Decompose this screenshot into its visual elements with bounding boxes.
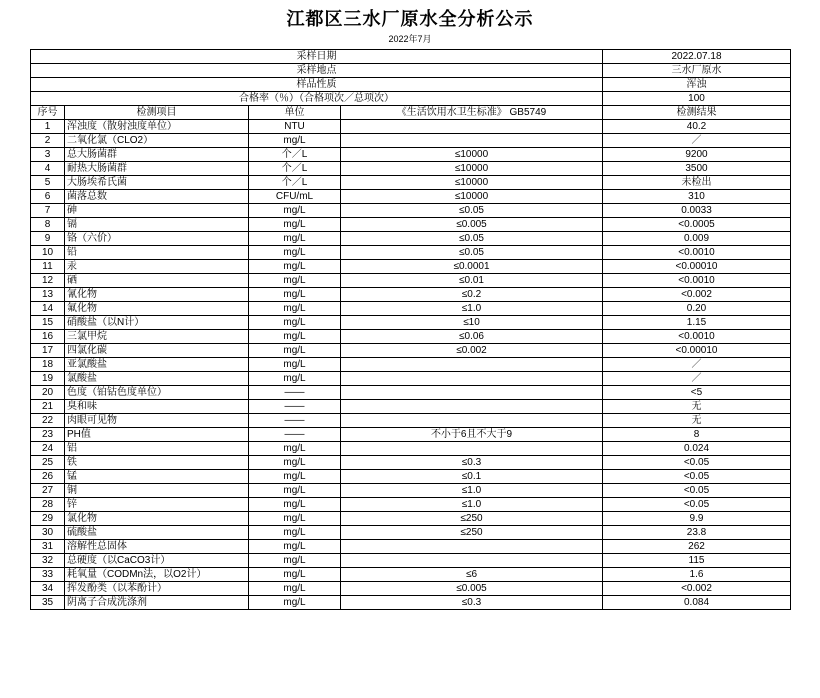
summary-label: 采样地点 — [31, 64, 603, 78]
cell-item: 耗氧量（CODMn法，以O2计） — [65, 568, 249, 582]
summary-value: 三水厂原水 — [603, 64, 791, 78]
table-row — [31, 344, 791, 358]
cell-unit: mg/L — [249, 526, 341, 540]
cell-no: 32 — [31, 554, 65, 568]
cell-item: 溶解性总固体 — [65, 540, 249, 554]
cell-item: 铁 — [65, 456, 249, 470]
cell-unit: mg/L — [249, 134, 341, 148]
cell-standard: ≤0.0001 — [341, 260, 603, 274]
cell-unit: mg/L — [249, 554, 341, 568]
cell-item: 四氯化碳 — [65, 344, 249, 358]
cell-no: 22 — [31, 414, 65, 428]
cell-item: 色度（铂钴色度单位） — [65, 386, 249, 400]
table-row — [31, 484, 791, 498]
cell-item: 铝 — [65, 442, 249, 456]
cell-result: 无 — [603, 400, 791, 414]
cell-result: 0.20 — [603, 302, 791, 316]
cell-result: 3500 — [603, 162, 791, 176]
cell-item: 菌落总数 — [65, 190, 249, 204]
cell-unit: mg/L — [249, 330, 341, 344]
cell-result: <0.0010 — [603, 330, 791, 344]
cell-standard: ≤0.05 — [341, 232, 603, 246]
cell-result: 8 — [603, 428, 791, 442]
cell-item: 硫酸盐 — [65, 526, 249, 540]
cell-no: 27 — [31, 484, 65, 498]
table-row — [31, 204, 791, 218]
cell-item: 铬（六价） — [65, 232, 249, 246]
cell-item: 耐热大肠菌群 — [65, 162, 249, 176]
cell-item: 汞 — [65, 260, 249, 274]
cell-no: 11 — [31, 260, 65, 274]
summary-value: 100 — [603, 92, 791, 106]
cell-unit: —— — [249, 386, 341, 400]
cell-result: <0.0005 — [603, 218, 791, 232]
cell-no: 3 — [31, 148, 65, 162]
cell-result: ／ — [603, 358, 791, 372]
summary-label: 合格率（％）（合格项次／总项次） — [31, 92, 603, 106]
cell-standard: 不小于6且不大于9 — [341, 428, 603, 442]
table-row — [31, 470, 791, 484]
table-row — [31, 582, 791, 596]
cell-unit: mg/L — [249, 288, 341, 302]
page-subtitle: 2022年7月 — [388, 34, 432, 45]
table-row — [31, 456, 791, 470]
cell-standard: ≤10000 — [341, 148, 603, 162]
cell-standard: ≤0.002 — [341, 344, 603, 358]
cell-result: 0.0033 — [603, 204, 791, 218]
cell-unit: —— — [249, 400, 341, 414]
cell-standard: ≤6 — [341, 568, 603, 582]
cell-standard: ≤0.05 — [341, 204, 603, 218]
cell-standard: ≤0.005 — [341, 218, 603, 232]
summary-row — [31, 64, 791, 78]
cell-standard: ≤1.0 — [341, 498, 603, 512]
table-row — [31, 218, 791, 232]
cell-result: 9.9 — [603, 512, 791, 526]
cell-no: 26 — [31, 470, 65, 484]
cell-unit: NTU — [249, 120, 341, 134]
page-title: 江都区三水厂原水全分析公示 — [286, 9, 534, 29]
summary-row — [31, 92, 791, 106]
cell-unit: mg/L — [249, 456, 341, 470]
column-header-result: 检测结果 — [603, 106, 791, 120]
cell-standard: ≤0.005 — [341, 582, 603, 596]
cell-unit: mg/L — [249, 512, 341, 526]
cell-item: 总大肠菌群 — [65, 148, 249, 162]
cell-no: 16 — [31, 330, 65, 344]
cell-no: 12 — [31, 274, 65, 288]
table-row — [31, 316, 791, 330]
table-row — [31, 400, 791, 414]
cell-unit: mg/L — [249, 316, 341, 330]
table-row — [31, 162, 791, 176]
cell-no: 4 — [31, 162, 65, 176]
cell-standard: ≤10 — [341, 316, 603, 330]
cell-item: 亚氯酸盐 — [65, 358, 249, 372]
cell-item: PH值 — [65, 428, 249, 442]
table-row — [31, 330, 791, 344]
cell-result: 115 — [603, 554, 791, 568]
column-header-item: 检测项目 — [65, 106, 249, 120]
table-row — [31, 302, 791, 316]
cell-unit: mg/L — [249, 260, 341, 274]
cell-no: 8 — [31, 218, 65, 232]
cell-item: 氰化物 — [65, 288, 249, 302]
table-row — [31, 372, 791, 386]
cell-no: 24 — [31, 442, 65, 456]
cell-result: 无 — [603, 414, 791, 428]
cell-result: <0.00010 — [603, 260, 791, 274]
table-row — [31, 134, 791, 148]
cell-item: 阴离子合成洗涤剂 — [65, 596, 249, 610]
cell-standard: ≤250 — [341, 526, 603, 540]
table-row — [31, 442, 791, 456]
cell-result: 23.8 — [603, 526, 791, 540]
table-row — [31, 260, 791, 274]
cell-no: 25 — [31, 456, 65, 470]
cell-item: 氯酸盐 — [65, 372, 249, 386]
cell-unit: mg/L — [249, 302, 341, 316]
table-row — [31, 386, 791, 400]
cell-standard: ≤1.0 — [341, 484, 603, 498]
cell-result: <0.05 — [603, 498, 791, 512]
cell-no: 17 — [31, 344, 65, 358]
table-row — [31, 358, 791, 372]
cell-result: <0.002 — [603, 582, 791, 596]
cell-result: 262 — [603, 540, 791, 554]
cell-unit: 个／L — [249, 176, 341, 190]
summary-label: 样品性质 — [31, 78, 603, 92]
cell-no: 35 — [31, 596, 65, 610]
cell-no: 9 — [31, 232, 65, 246]
cell-result: ／ — [603, 134, 791, 148]
table-row — [31, 512, 791, 526]
cell-item: 砷 — [65, 204, 249, 218]
cell-item: 锰 — [65, 470, 249, 484]
cell-unit: mg/L — [249, 344, 341, 358]
cell-unit: mg/L — [249, 596, 341, 610]
cell-unit: mg/L — [249, 232, 341, 246]
cell-item: 氟化物 — [65, 302, 249, 316]
cell-standard — [341, 358, 603, 372]
cell-unit: 个／L — [249, 162, 341, 176]
table-row — [31, 288, 791, 302]
cell-unit: mg/L — [249, 568, 341, 582]
table-row — [31, 414, 791, 428]
cell-item: 臭和味 — [65, 400, 249, 414]
cell-standard — [341, 540, 603, 554]
table-row — [31, 568, 791, 582]
summary-value: 2022.07.18 — [603, 50, 791, 64]
cell-standard — [341, 372, 603, 386]
table-row — [31, 526, 791, 540]
cell-result: <0.002 — [603, 288, 791, 302]
table-row — [31, 498, 791, 512]
cell-no: 10 — [31, 246, 65, 260]
cell-item: 镉 — [65, 218, 249, 232]
cell-result: 1.6 — [603, 568, 791, 582]
cell-item: 二氧化氯（CLO2） — [65, 134, 249, 148]
cell-unit: 个／L — [249, 148, 341, 162]
cell-result: <0.05 — [603, 456, 791, 470]
cell-standard: ≤0.06 — [341, 330, 603, 344]
cell-standard — [341, 414, 603, 428]
cell-unit: mg/L — [249, 442, 341, 456]
cell-standard: ≤0.05 — [341, 246, 603, 260]
cell-unit: mg/L — [249, 218, 341, 232]
summary-row — [31, 78, 791, 92]
cell-result: 9200 — [603, 148, 791, 162]
cell-no: 18 — [31, 358, 65, 372]
cell-standard: ≤0.3 — [341, 456, 603, 470]
cell-standard — [341, 386, 603, 400]
cell-standard — [341, 554, 603, 568]
cell-standard: ≤250 — [341, 512, 603, 526]
cell-item: 氯化物 — [65, 512, 249, 526]
cell-standard: ≤10000 — [341, 162, 603, 176]
cell-no: 2 — [31, 134, 65, 148]
cell-no: 23 — [31, 428, 65, 442]
cell-no: 20 — [31, 386, 65, 400]
cell-result: 1.15 — [603, 316, 791, 330]
cell-result: 0.009 — [603, 232, 791, 246]
cell-item: 挥发酚类（以苯酚计） — [65, 582, 249, 596]
cell-no: 19 — [31, 372, 65, 386]
cell-unit: CFU/mL — [249, 190, 341, 204]
column-header-standard: 《生活饮用水卫生标准》 GB5749 — [341, 106, 603, 120]
cell-item: 大肠埃希氏菌 — [65, 176, 249, 190]
cell-unit: mg/L — [249, 246, 341, 260]
cell-item: 硝酸盐（以N计） — [65, 316, 249, 330]
cell-result: <0.0010 — [603, 274, 791, 288]
cell-item: 肉眼可见物 — [65, 414, 249, 428]
column-header-row — [31, 106, 791, 120]
summary-value: 浑浊 — [603, 78, 791, 92]
cell-item: 三氯甲烷 — [65, 330, 249, 344]
cell-standard: ≤0.2 — [341, 288, 603, 302]
cell-no: 30 — [31, 526, 65, 540]
cell-unit: mg/L — [249, 274, 341, 288]
cell-no: 7 — [31, 204, 65, 218]
cell-standard: ≤10000 — [341, 176, 603, 190]
column-header-unit: 单位 — [249, 106, 341, 120]
cell-item: 硒 — [65, 274, 249, 288]
table-row — [31, 232, 791, 246]
cell-unit: mg/L — [249, 582, 341, 596]
cell-unit: —— — [249, 414, 341, 428]
cell-item: 铜 — [65, 484, 249, 498]
cell-result: 310 — [603, 190, 791, 204]
cell-unit: mg/L — [249, 204, 341, 218]
column-header-no: 序号 — [31, 106, 65, 120]
cell-standard — [341, 400, 603, 414]
table-row — [31, 148, 791, 162]
cell-standard: ≤1.0 — [341, 302, 603, 316]
cell-no: 29 — [31, 512, 65, 526]
cell-result: <5 — [603, 386, 791, 400]
summary-label: 采样日期 — [31, 50, 603, 64]
table-row — [31, 176, 791, 190]
cell-item: 总硬度（以CaCO3计） — [65, 554, 249, 568]
cell-no: 6 — [31, 190, 65, 204]
cell-item: 锌 — [65, 498, 249, 512]
cell-standard: ≤0.01 — [341, 274, 603, 288]
cell-result: 未检出 — [603, 176, 791, 190]
table-row — [31, 596, 791, 610]
cell-no: 34 — [31, 582, 65, 596]
cell-result: <0.0010 — [603, 246, 791, 260]
cell-result: ／ — [603, 372, 791, 386]
cell-no: 1 — [31, 120, 65, 134]
cell-result: <0.05 — [603, 470, 791, 484]
cell-item: 浑浊度（散射浊度单位） — [65, 120, 249, 134]
cell-unit: mg/L — [249, 358, 341, 372]
cell-standard: ≤0.3 — [341, 596, 603, 610]
table-row — [31, 190, 791, 204]
cell-no: 31 — [31, 540, 65, 554]
table-row — [31, 274, 791, 288]
cell-no: 21 — [31, 400, 65, 414]
cell-unit: mg/L — [249, 484, 341, 498]
cell-unit: mg/L — [249, 470, 341, 484]
cell-standard — [341, 442, 603, 456]
cell-no: 5 — [31, 176, 65, 190]
table-row — [31, 246, 791, 260]
cell-standard — [341, 120, 603, 134]
cell-no: 28 — [31, 498, 65, 512]
cell-result: 40.2 — [603, 120, 791, 134]
cell-result: <0.05 — [603, 484, 791, 498]
table-row — [31, 540, 791, 554]
table-row — [31, 554, 791, 568]
cell-no: 33 — [31, 568, 65, 582]
summary-row — [31, 50, 791, 64]
table-row — [31, 428, 791, 442]
cell-result: 0.024 — [603, 442, 791, 456]
water-quality-table — [30, 49, 791, 610]
cell-result: 0.084 — [603, 596, 791, 610]
cell-result: <0.00010 — [603, 344, 791, 358]
table-row — [31, 120, 791, 134]
cell-no: 13 — [31, 288, 65, 302]
cell-unit: mg/L — [249, 540, 341, 554]
cell-unit: —— — [249, 428, 341, 442]
cell-no: 14 — [31, 302, 65, 316]
cell-unit: mg/L — [249, 498, 341, 512]
cell-item: 铅 — [65, 246, 249, 260]
cell-no: 15 — [31, 316, 65, 330]
cell-unit: mg/L — [249, 372, 341, 386]
cell-standard: ≤10000 — [341, 190, 603, 204]
cell-standard: ≤0.1 — [341, 470, 603, 484]
cell-standard — [341, 134, 603, 148]
